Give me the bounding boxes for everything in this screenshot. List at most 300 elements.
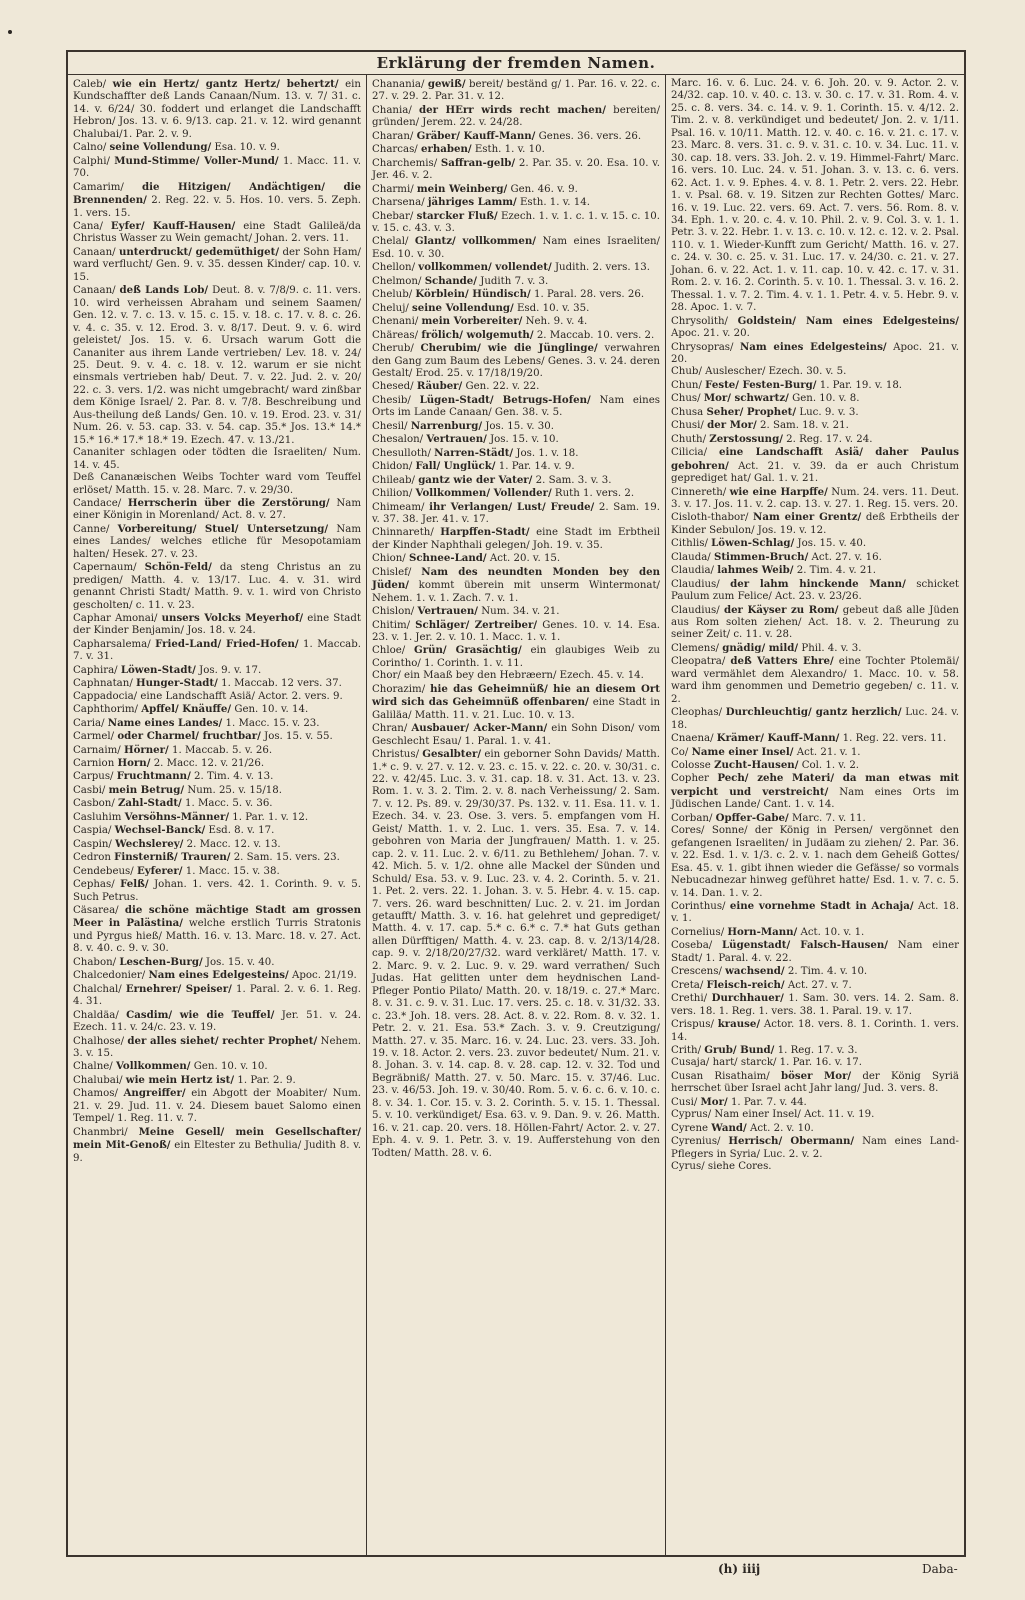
glossary-entry	[73, 770, 361, 783]
entry-text: deß Erbtheils der Kinder Sebulon/ Jos. 19. v. 12.	[671, 512, 960, 536]
entry-text: Nam eines Israeliten/ Esd. 10. v. 30.	[372, 236, 660, 260]
entry-meaning: Ernehrer/ Speiser/	[125, 982, 232, 995]
entry-text: Act. 20. v. 15.	[489, 553, 561, 565]
glossary-entry	[73, 824, 361, 837]
entry-meaning: Horn/	[117, 757, 151, 770]
glossary-entry	[671, 341, 959, 367]
entry-meaning: Casdim/ wie die Teuffel/	[126, 1008, 275, 1021]
entry-headword: Capernaum/	[73, 562, 137, 574]
entry-headword: Chion/	[372, 553, 406, 565]
entry-meaning: die schöne mächtige Stadt am grossen Meer in Palästina/	[73, 904, 361, 930]
glossary-entry	[372, 487, 660, 500]
entry-text: Esa. 10. v. 9.	[214, 142, 280, 154]
entry-text: 2. Reg. 22. v. 5. Hos. 10. vers. 5. Zeph. 1. vers. 15.	[73, 195, 361, 219]
glossary-entry	[671, 511, 959, 537]
entry-text: eine Landschafft Asiä/ Actor. 2. vers. 9.	[140, 690, 343, 702]
entry-text: Ezech. 1. v. 1. c. 1. v. 15. c. 10. v. 15. c. 43. v. 3.	[372, 210, 660, 234]
glossary-entry	[671, 992, 959, 1018]
entry-headword: Chilion/	[372, 488, 413, 500]
entry-meaning: starcker Fluß/	[416, 209, 498, 222]
glossary-entry	[73, 523, 361, 561]
glossary-entry	[73, 181, 361, 220]
entry-text: Act. 27. v. 7.	[787, 979, 852, 991]
entry-text: Genes. 36. vers. 26.	[538, 130, 642, 142]
entry-meaning: Gesalbter/	[422, 748, 482, 761]
entry-headword: Chelal/	[372, 236, 409, 248]
glossary-entry	[73, 784, 361, 797]
entry-headword: Chäreas/	[372, 329, 419, 341]
glossary-entry	[73, 811, 361, 824]
entry-headword: Cyrene	[671, 1122, 709, 1134]
entry-meaning: wie mein Hertz ist/	[125, 1073, 235, 1086]
entry-meaning: wachsend/	[725, 965, 785, 978]
entry-headword: Chellon/	[372, 262, 416, 274]
entry-headword: Chus/	[671, 393, 701, 405]
entry-text: ein Eltester zu Bethulia/ Judith 8. v. 9.	[73, 1140, 361, 1164]
entry-meaning: seine Vollendung/	[109, 141, 212, 154]
glossary-entry	[372, 748, 660, 1160]
entry-headword: Chanania/	[372, 79, 425, 90]
glossary-entry	[372, 552, 660, 565]
glossary-entry	[372, 143, 660, 156]
entry-meaning: Fall/ Unglück/	[415, 460, 496, 473]
entry-headword: Cyrenius/	[671, 1136, 721, 1148]
entry-text: Act. 21. v. 39. da er auch Christum geprediget hat/ Gal. 1. v. 21.	[671, 460, 959, 485]
entry-text: der Sohn Ham/ ward verflucht/ Gen. 9. v. 35. dessen Kinder/ cap. 10. v. 15.	[73, 246, 361, 283]
entry-text: Apoc. 21/19.	[292, 970, 357, 982]
entry-headword: Charcas/	[372, 144, 418, 156]
entry-meaning: Grub/ Bund/	[704, 1043, 775, 1056]
glossary-entry	[372, 275, 660, 288]
entry-text: der König Syriä herrschet über Israel acht Jahr lang/ Jud. 3. vers. 8.	[671, 1070, 959, 1095]
glossary-entry	[73, 497, 361, 523]
entry-meaning: Zahl-Stadt/	[118, 797, 182, 810]
glossary-entry	[671, 900, 959, 926]
entry-headword: Chusi/	[671, 420, 704, 432]
entry-meaning: Mor/ schwartz/	[703, 392, 789, 405]
glossary-entry	[372, 566, 660, 605]
entry-headword: Casbi/	[73, 784, 106, 796]
entry-meaning: Lügen-Stadt/ Betrugs-Hofen/	[419, 393, 591, 406]
entry-text: Luc. 24. v. 18.	[671, 707, 959, 731]
glossary-entry	[671, 939, 959, 965]
entry-headword: Cheluj/	[372, 302, 409, 314]
glossary-entry	[671, 642, 959, 655]
entry-meaning: Durchleuchtig/ gantz herzlich/	[725, 706, 902, 719]
column-2	[366, 74, 665, 1555]
entry-headword: Chran/	[372, 723, 408, 735]
entry-meaning: Ausbauer/ Acker-Mann/	[411, 722, 548, 735]
entry-text: Act. 18. v. 1.	[671, 901, 959, 925]
entry-headword: Chimeam/	[372, 501, 425, 513]
entry-meaning: Opffer-Gabe/	[715, 811, 789, 824]
entry-meaning: unsers Volcks Meyerhof/	[161, 612, 304, 625]
entry-text: Jer. 51. v. 24. Ezech. 11. v. 24/c. 23. v. 19.	[73, 1009, 361, 1034]
ink-dot	[8, 30, 12, 34]
entry-headword: Chabon/	[73, 956, 117, 968]
entry-text: schlagen oder tödten die Israeliten/ Num. 14. v. 45.	[73, 447, 361, 471]
glossary-entry	[671, 379, 959, 392]
entry-meaning: Fried-Land/ Fried-Hofen/	[155, 637, 299, 650]
entry-text: Actor. 18. vers. 8. 1. Corinth. 1. vers. 14.	[671, 1019, 959, 1043]
glossary-entry	[671, 392, 959, 405]
glossary-entry	[73, 703, 361, 716]
entry-meaning: Vertrauen/	[417, 605, 478, 618]
glossary-entry	[671, 551, 959, 564]
entry-text: Jos. 15. v. 40.	[797, 538, 867, 550]
entry-headword: Chalne/	[73, 1061, 113, 1073]
entry-headword: Carpus/	[73, 771, 114, 783]
glossary-entry	[73, 246, 361, 284]
glossary-entry	[671, 604, 959, 642]
entry-headword: Charmi/	[372, 183, 414, 195]
entry-meaning: Leschen-Burg/	[119, 955, 203, 968]
entry-text: 2. Tim. 4. v. 21.	[796, 565, 877, 577]
glossary-entry	[671, 926, 959, 939]
entry-meaning: Versöhns-Männer/	[124, 810, 230, 823]
entry-text: 2. Par. 35. v. 20. Esa. 10. v. Jer. 46. v. 2.	[372, 157, 660, 182]
glossary-entry	[73, 865, 361, 878]
glossary-entry	[671, 1096, 959, 1109]
glossary-entry	[671, 1161, 959, 1173]
entry-meaning: Herrisch/ Obermann/	[728, 1135, 855, 1148]
entry-headword: Chorazim/	[372, 683, 426, 695]
entry-text: siehe Cores.	[707, 1161, 772, 1173]
glossary-entry	[671, 1070, 959, 1096]
glossary-entry	[372, 605, 660, 618]
entry-meaning: Löwen-Stadt/	[120, 663, 196, 676]
glossary-entry	[372, 644, 660, 670]
entry-text: 1. Par. 14. v. 9.	[498, 461, 575, 473]
entry-meaning: Wechslerey/	[115, 837, 184, 850]
glossary-entry	[372, 342, 660, 380]
glossary-entry	[73, 141, 361, 154]
entry-text: Nam eines Orts im Lande Canaan/ Gen. 38. v. 5.	[372, 394, 660, 419]
entry-meaning: Herrscherin über die Zerstörung/	[127, 496, 330, 509]
entry-meaning: Räuber/	[416, 380, 463, 393]
entry-text: ein Abgott der Moabiter/ Num. 21. v. 29. Jud. 11. v. 24. Diesem bauet Salomo einen Tempel/ 1. Reg. 11. v. 7.	[73, 1088, 361, 1125]
entry-headword: Chalcedonier/	[73, 970, 146, 982]
entry-headword: Corinthus/	[671, 901, 726, 912]
glossary-entry	[73, 78, 361, 141]
glossary-entry	[671, 406, 959, 419]
entry-meaning: Grün/ Grasächtig/	[414, 644, 522, 657]
entry-headword: Crith/	[671, 1044, 702, 1056]
entry-meaning: Apffel/ Knäuffe/	[141, 703, 232, 716]
entry-text: 2. Sam. 19. v. 37. 38. Jer. 41. v. 17.	[372, 501, 660, 525]
entry-text: Gen. 10. v. 8.	[792, 393, 860, 405]
entry-headword: Cananiter	[73, 447, 125, 459]
glossary-entry	[73, 1126, 361, 1165]
entry-headword: Charchemis/	[372, 157, 438, 169]
entry-meaning: Nam einer Grentz/	[753, 511, 862, 524]
entry-headword: Christus/	[372, 749, 420, 761]
entry-meaning: Eyferer/	[136, 864, 183, 877]
entry-text: verwahren den Gang zum Baum des Lebens/ Genes. 3. v. 24. deren Gestalt/ Erod. 25. v. 17/18/19/20.	[372, 343, 660, 379]
glossary-entry	[372, 210, 660, 236]
entry-headword: Clemens/	[671, 642, 719, 654]
entry-text: Jos. 15. v. 40.	[205, 956, 275, 968]
entry-headword: Creta/	[671, 979, 704, 991]
entry-text: Gen. 22. v. 22.	[465, 381, 540, 393]
glossary-entry	[73, 691, 361, 703]
entry-meaning: Goldstein/ Nam eines Edelgesteins/	[737, 314, 959, 327]
entry-headword: Claudius/	[671, 604, 720, 616]
entry-text: Weibs Tochter ward vom Teuffel erlöset/ Matth. 15. v. 28. Marc. 7. v. 29/30.	[73, 472, 361, 496]
entry-meaning: Fleisch-reich/	[706, 978, 785, 991]
entry-text: 1. Par. 19. v. 18.	[819, 379, 903, 391]
entry-headword: Deß Cananæischen	[73, 472, 177, 484]
glossary-entry	[372, 288, 660, 301]
entry-meaning: gnädig/ mild/	[722, 641, 799, 654]
glossary-entry	[372, 183, 660, 196]
entry-meaning: Gräber/ Kauff-Mann/	[416, 129, 536, 142]
entry-headword: Canne/	[73, 523, 110, 535]
entry-headword: Cleophas/	[671, 707, 723, 719]
entry-headword: Carmel/	[73, 731, 115, 743]
entry-text: eine Stadt Galileä/da Christus Wasser zu Wein gemacht/ Johan. 2. vers. 11.	[73, 220, 361, 245]
entry-text: 1. Paral. 2. v. 6. 1. Reg. 4. 31.	[73, 983, 361, 1008]
entry-meaning: Schnee-Land/	[409, 552, 487, 565]
entry-headword: Carnion	[73, 758, 115, 770]
entry-meaning: Cherubim/ wie die Jünglinge/	[420, 342, 598, 355]
entry-meaning: Narren-Städt/	[434, 446, 514, 459]
entry-headword: Colosse	[671, 760, 711, 772]
entry-meaning: mein Vorbereiter/	[421, 315, 523, 328]
entry-headword: Cendebeus/	[73, 865, 134, 877]
entry-text: Num. 25. v. 15/18.	[187, 784, 282, 796]
glossary-entry	[73, 284, 361, 447]
entry-text: 1. Par. 7. v. 44.	[730, 1096, 807, 1108]
glossary-entry	[73, 730, 361, 743]
glossary-entry	[73, 983, 361, 1009]
entry-text: 1. Maccab. 12 vers. 37.	[221, 678, 342, 690]
entry-meaning: Wand/	[711, 1121, 747, 1134]
entry-text: Ruth 1. vers. 2.	[554, 488, 635, 500]
entry-text: 1. Par. 2. 9.	[237, 1074, 296, 1086]
entry-text: hart/ starck/ 1. Par. 16. v. 17.	[712, 1057, 862, 1069]
entry-meaning: die Hitzigen/ Andächtigen/ die Brennenden/	[73, 180, 361, 207]
glossary-entry	[671, 1109, 959, 1121]
entry-text: Johan. 1. vers. 42. 1. Corinth. 9. v. 5. Such Petrus.	[73, 879, 361, 903]
entry-meaning: Fruchtmann/	[116, 770, 191, 783]
glossary-entry	[73, 1060, 361, 1073]
entry-headword: Cithlis/	[671, 538, 708, 550]
entry-meaning: mein Betrug/	[108, 783, 185, 796]
entry-headword: Carnaim/	[73, 744, 121, 756]
entry-headword: Chesed/	[372, 381, 414, 393]
entry-headword: Caphira/	[73, 664, 118, 676]
entry-headword: Chitim/	[372, 619, 411, 631]
entry-text: Deut. 8. v. 7/8/9. c. 11. vers. 10. wird verheissen Abraham und seinem Saamen/ Gen. 12. v. 7. c. 13. v. 15. c. 15. v. 18. c. 17. v. 8. c. 26. v. 4. c. 35. v. 12. Erod. 3. v. 8/17. Deut. 9. v. 6. wird geleistet/ Jos. 15. v. 6. Ursach warum Gott die Cananiter aus ihrem Lande vertrieben/ Lev. 18. v. 24/ 25. Deut. 9. v. 4. c. 18. v. 12. warum er sie nicht einsmals vertrieben hab/ Deut. 7. v. 22. Jud. 2. v. 20/ 22. c. 3. vers. 1/2. was nicht umgebracht/ ward zinßbar dem Könige Israel/ 2. Par. 8. v. 7/8. Beschreibung und Aus-theilung deß Lands/ Gen. 10. v. 19. Erod. 23. v. 31/ Num. 26. v. 53. cap. 33. v. 54. cap. 35.* Jos. 13.* 14.* 15.* 16.* 17.* 18.* 19. Ezech. 47. v. 13./21.	[73, 285, 361, 446]
glossary-entry	[671, 1057, 959, 1069]
entry-meaning: der lahm hinckende Mann/	[730, 577, 906, 590]
entry-text: Phil. 4. v. 3.	[801, 642, 862, 654]
entry-text: bereit/ beständ g/ 1. Par. 16. v. 22. c. 27. v. 29. 2. Par. 31. v. 12.	[372, 79, 660, 103]
glossary-entry	[73, 447, 361, 472]
glossary-entry	[372, 235, 660, 261]
glossary-entry	[372, 670, 660, 682]
entry-text: eine Stadt der Kinder Benjamin/ Jos. 18. v. 24.	[73, 613, 361, 637]
entry-text: 2. Reg. 17. v. 24.	[786, 433, 873, 445]
entry-text: welche erstlich Turris Stratonis und Pyrgus hieß/ Matth. 16. v. 13. Marc. 18. v. 27. Act. 8. v. 40. c. 9. v. 30.	[73, 918, 361, 955]
entry-headword: Capharsalema/	[73, 638, 151, 650]
entry-headword: Co/	[671, 746, 689, 758]
entry-headword: Chusa	[671, 406, 704, 418]
glossary-entry	[73, 1009, 361, 1035]
entry-meaning: Vorbereitung/ Stuel/ Untersetzung/	[117, 522, 329, 535]
entry-text: Nam einer Insel/ Act. 11. v. 19.	[714, 1109, 875, 1121]
glossary-entry	[73, 878, 361, 904]
entry-headword: Cleopatra/	[671, 656, 726, 668]
glossary-entry	[73, 664, 361, 677]
page-header: Erklärung der fremden Namen.	[68, 52, 964, 75]
column-1	[68, 74, 366, 1555]
entry-headword: Crispus/	[671, 1019, 714, 1031]
entry-headword: Chesib/	[372, 394, 411, 406]
entry-headword: Cusan Risathaim/	[671, 1070, 770, 1082]
entry-text: Nam eines Landes/ welches etliche für Mesopotamiam halten/ Hesek. 27. v. 23.	[73, 523, 361, 560]
entry-headword: Cedron	[73, 852, 111, 864]
entry-meaning: Name eines Landes/	[107, 716, 223, 729]
entry-meaning: Schläger/ Zertreiber/	[415, 618, 538, 631]
glossary-entry	[73, 797, 361, 810]
entry-headword: Chalhose/	[73, 1035, 125, 1047]
entry-text: Marc. 16. v. 6. Luc. 24. v. 6. Joh. 20. v. 9. Actor. 2. v. 24/32. cap. 10. v. 40. c. 13. v. 30. c. 17. v. 31. Rom. 4. v. 25. c. 8. vers. 34. c. 14. v. 9. 1. Corinth. 15. v. 4/12. 2. Tim. 2. v. 8. verkündiget und bedeutet/ Jon. 2. v. 1/11. Psal. 16. v. 10/11. Matth. 12. v. 40. c. 16. v. 21. c. 17. v. 23. Marc. 8. vers. 31. c. 9. v. 31. c. 10. v. 34. Luc. 11. v. 30. cap. 18. vers. 33. Joh. 2. v. 19. Himmel-Fahrt/ Marc. 16. vers. 10. Luc. 24. v. 51. Johan. 3. v. 13. c. 6. vers. 62. Act. 1. v. 9. Ephes. 4. v. 8. 1. Petr. 2. vers. 22. Hebr. 1. v. Psal. 68. v. 19. Sitzen zur Rechten Gottes/ Marc. 16. v. 19. Luc. 22. vers. 69. Act. 7. vers. 56. Rom. 8. v. 34. Eph. 1. v. 20. c. 4. v. 10. Phil. 2. v. 9. Col. 3. v. 1. 1. Petr. 3. v. 22. Hebr. 1. v. 13. c. 10. v. 12. c. 12. v. 2. Psal. 110. v. 1. Wieder-Kunfft zum Gericht/ Matth. 16. v. 27. c. 24. v. 30. c. 25. v. 31. Luc. 17. v. 24/30. c. 21. v. 27. Johan. 6. v. 22. Act. 1. v. 11. cap. 10. v. 42. c. 17. v. 31. Rom. 2. v. 16. 2. Corinth. 5. v. 10. 1. Thessal. 3. v. 16. 2. Thessal. 1. v. 7. 2. Tim. 4. v. 1. 1. Petr. 4. v. 5. Hebr. 9. v. 28. Apoc. 1. v. 7.	[671, 78, 959, 314]
glossary-entry	[671, 706, 959, 732]
entry-headword: Caphnatan/	[73, 678, 133, 690]
entry-text: Jos. 9. v. 17.	[199, 664, 262, 676]
glossary-entry	[671, 433, 959, 446]
entry-meaning: frölich/ wolgemuth/	[421, 328, 534, 341]
entry-meaning: deß Vatters Ehre/	[730, 655, 834, 668]
entry-text: Jos. 15. v. 10.	[490, 434, 559, 446]
glossary-entry	[671, 979, 959, 992]
columns	[68, 74, 964, 1555]
glossary-entry	[73, 851, 361, 864]
entry-headword: Chalubai/	[73, 1074, 123, 1086]
glossary-entry	[372, 501, 660, 527]
entry-text: Jos. 1. v. 18.	[516, 447, 579, 459]
entry-headword: Chanmbri/	[73, 1126, 128, 1138]
glossary-entry	[671, 446, 959, 485]
entry-headword: Chidon/	[372, 461, 413, 473]
entry-meaning: Lügenstadt/ Falsch-Hausen/	[722, 939, 888, 952]
glossary-entry	[372, 329, 660, 342]
entry-meaning: Seher/ Prophet/	[706, 405, 797, 418]
entry-text: Act. 10. v. 1.	[800, 926, 865, 938]
glossary-entry	[372, 157, 660, 183]
entry-meaning: eine Landschafft Asiä/ daher Paulus gebohren/	[671, 446, 959, 472]
glossary-entry	[671, 1135, 959, 1161]
entry-meaning: Schön-Feld/	[144, 561, 212, 574]
entry-meaning: Durchhauer/	[711, 992, 784, 1005]
entry-headword: Crescens/	[671, 966, 722, 978]
entry-text: 1. Maccab. 7. v. 31.	[73, 638, 361, 663]
entry-headword: Chor/	[372, 670, 401, 682]
entry-headword: Chuth/	[671, 433, 707, 445]
column-3	[665, 74, 964, 1555]
entry-headword: Cusaja/	[671, 1057, 710, 1069]
glossary-entry	[372, 302, 660, 315]
entry-text: 1. Paral. 28. vers. 26.	[533, 289, 645, 301]
entry-text: 2. Sam. 15. vers. 23.	[233, 852, 340, 864]
entry-headword: Candace/	[73, 497, 122, 509]
entry-text: 2. Tim. 4. v. 13.	[194, 771, 274, 783]
entry-headword: Chaldäa/	[73, 1009, 119, 1021]
entry-meaning: Vollkommen/	[115, 1060, 191, 1073]
entry-text: Gen. 10. v. 14.	[234, 704, 309, 716]
entry-text: Esd. 10. v. 35.	[517, 302, 590, 314]
entry-meaning: erhaben/	[421, 143, 472, 156]
glossary-entry	[372, 78, 660, 104]
glossary-entry	[372, 722, 660, 748]
entry-meaning: lahmes Weib/	[717, 564, 794, 577]
entry-meaning: Horn-Mann/	[727, 925, 798, 938]
entry-meaning: Hörner/	[123, 743, 169, 756]
entry-headword: Cisloth-thabor/	[671, 512, 749, 524]
entry-text: Neh. 9. v. 4.	[525, 316, 588, 328]
entry-text: 2. Tim. 4. v. 10.	[787, 966, 868, 978]
entry-headword: Corban/	[671, 812, 713, 824]
entry-headword: Chrysolith/	[671, 315, 728, 327]
glossary-entry	[73, 969, 361, 982]
entry-text: Sonne/ der König in Persen/ vergönnet den gefangenen Israeliten/ in Judäam zu ziehen/ 2. Par. 36. v. 22. Esd. 1. v. 1/3. c. 2. v. 1. nach dem Geheiß Gottes/ Esa. 45. v. 1. gibt ihnen wieder die Gefässe/ so vormals Nebucadnezar hinweg geführet hatte/ Esd. 1. v. 7. c. 5. v. 14. Dan. 1. v. 2.	[671, 825, 959, 899]
entry-text: Gen. 46. v. 9.	[510, 183, 578, 195]
glossary-entry	[671, 1018, 959, 1044]
glossary-entry	[671, 965, 959, 978]
entry-meaning: der Käyser zu Rom/	[723, 603, 839, 616]
entry-headword: Chun/	[671, 379, 702, 391]
entry-text: Gen. 10. v. 10.	[193, 1061, 268, 1073]
entry-headword: Cephas/	[73, 879, 115, 891]
entry-headword: Cappadocia/	[73, 690, 138, 702]
glossary-entry	[73, 155, 361, 181]
glossary-entry	[73, 757, 361, 770]
entry-headword: Cyprus/	[671, 1109, 712, 1121]
glossary-entry	[671, 578, 959, 604]
entry-meaning: Nam des neundten Monden bey den Jüden/	[372, 565, 660, 592]
entry-text: eine Tochter Ptolemäi/ ward vermählet dem Alexandro/ 1. Macc. 10. v. 58. ward ihm genommen und Demetrio gegeben/ c. 11. v. 2.	[671, 656, 959, 705]
entry-text: schicket Paulum zum Felice/ Act. 23. v. 23/26.	[671, 578, 959, 603]
entry-meaning: Nam eines Edelgesteins/	[148, 969, 289, 982]
entry-meaning: krause/	[717, 1018, 761, 1031]
glossary-entry	[671, 78, 959, 315]
entry-headword: Chamos/	[73, 1088, 118, 1100]
entry-headword: Cores/	[671, 825, 705, 837]
glossary-entry	[372, 447, 660, 460]
entry-headword: Cilicia/	[671, 447, 708, 459]
entry-headword: Claudia/	[671, 565, 714, 577]
entry-text: ein Kundschaffter deß Lands Canaan/Num. 13. v. 7/ 31. c. 14. v. 6/24/ 30. foddert und erlanget die Landschafft Hebron/ Jos. 13. v. 6. 9/13. cap. 21. v. 12. wird genannt Chalubai/1. Par. 2. v. 9.	[73, 79, 361, 140]
glossary-entry	[671, 655, 959, 706]
entry-headword: Caspia/	[73, 825, 112, 837]
entry-headword: Caria/	[73, 717, 105, 729]
entry-headword: Cinnereth/	[671, 486, 727, 498]
glossary-entry	[73, 956, 361, 969]
entry-meaning: Finsterniß/ Trauren/	[114, 851, 231, 864]
glossary-entry	[372, 420, 660, 433]
signature-mark: (h) iiij	[718, 1562, 761, 1576]
entry-text: 2. Macc. 12. v. 13.	[186, 838, 281, 850]
glossary-entry	[671, 812, 959, 825]
entry-meaning: Löwen-Schlag/	[711, 537, 795, 550]
entry-headword: Chub/	[671, 366, 702, 378]
glossary-entry	[73, 220, 361, 246]
entry-text: Num. 34. v. 21.	[481, 606, 560, 618]
entry-meaning: Schande/	[424, 274, 477, 287]
entry-text: eine Stadt im Erbtheil der Kinder Naphthali gelegen/ Joh. 19. v. 35.	[372, 527, 660, 551]
